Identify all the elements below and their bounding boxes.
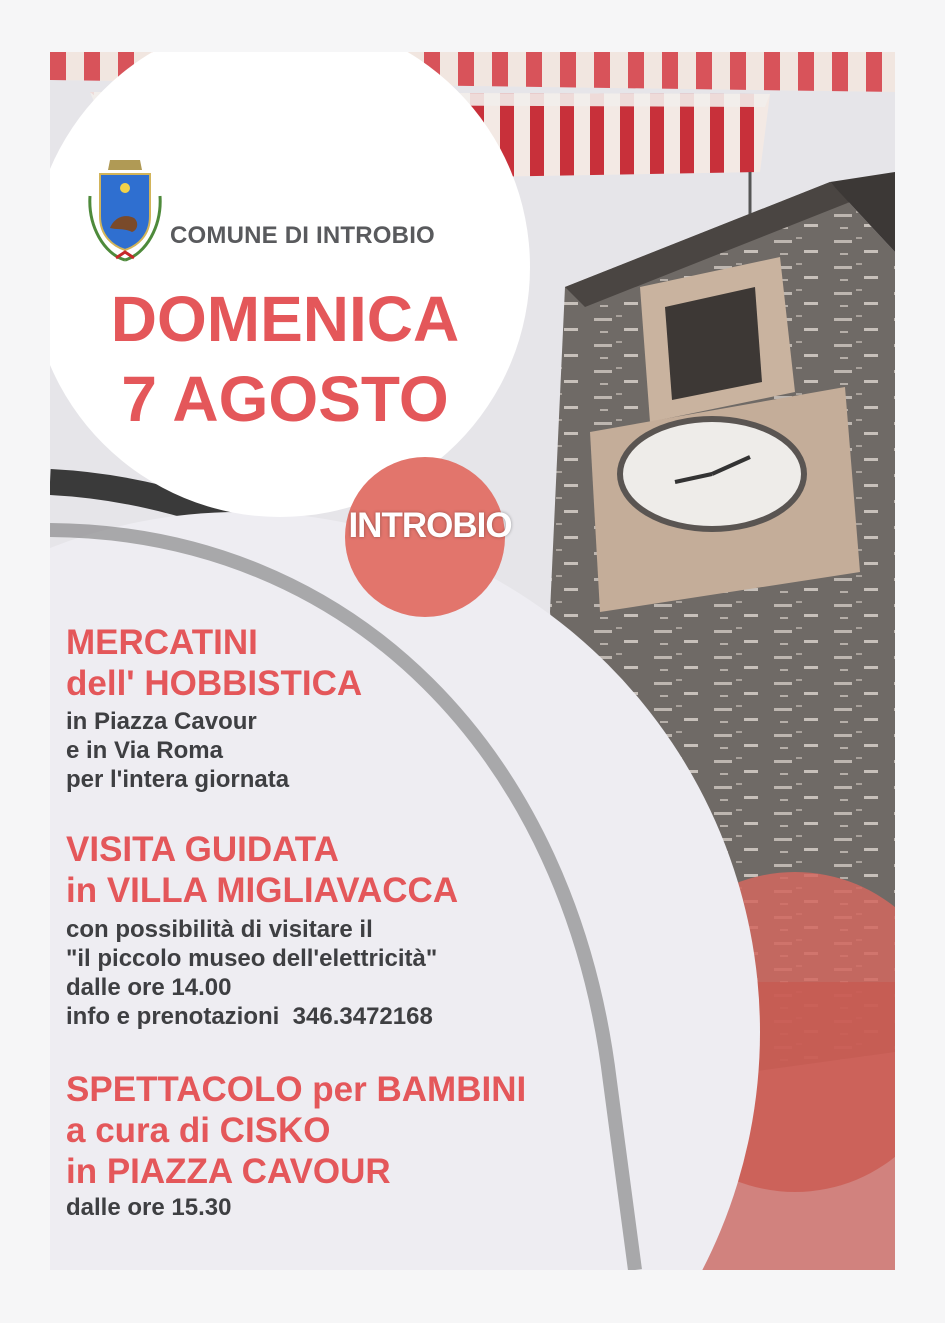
event-date: 7 AGOSTO	[121, 363, 449, 435]
event-1-title-line: MERCATINI	[66, 623, 258, 662]
event-2-details	[66, 915, 437, 1031]
event-1-detail-line: per l'intera giornata	[66, 766, 290, 793]
event-1-details	[66, 707, 289, 794]
event-1-title	[66, 622, 362, 704]
municipal-crest-icon	[82, 156, 168, 266]
event-poster	[50, 52, 895, 1270]
event-3-details	[66, 1193, 231, 1222]
event-2-title-line: VISITA GUIDATA	[66, 830, 339, 869]
event-3-title	[66, 1069, 526, 1192]
event-3-title-line: in PIAZZA CAVOUR	[66, 1152, 391, 1191]
event-day: DOMENICA	[110, 283, 460, 355]
municipality-name: COMUNE DI INTROBIO	[170, 222, 435, 249]
event-2-title	[66, 829, 458, 911]
event-3-title-line: a cura di CISKO	[66, 1111, 331, 1150]
event-1-detail-line: in Piazza Cavour	[66, 708, 257, 735]
event-2-contact-line: info e prenotazioni 346.3472168	[66, 1003, 433, 1030]
event-1-title-line: dell' HOBBISTICA	[66, 664, 363, 703]
event-1-detail-line: e in Via Roma	[66, 737, 223, 764]
event-2-title-line: in VILLA MIGLIAVACCA	[66, 871, 459, 910]
event-2-detail-line: dalle ore 14.00	[66, 974, 232, 1001]
event-3-detail-line: dalle ore 15.30	[66, 1194, 232, 1221]
event-2-detail-line: "il piccolo museo dell'elettricità"	[66, 945, 438, 972]
event-2-detail-line: con possibilità di visitare il	[66, 916, 373, 943]
event-3-title-line: SPETTACOLO per BAMBINI	[66, 1070, 527, 1109]
town-label: INTROBIO	[348, 506, 512, 545]
